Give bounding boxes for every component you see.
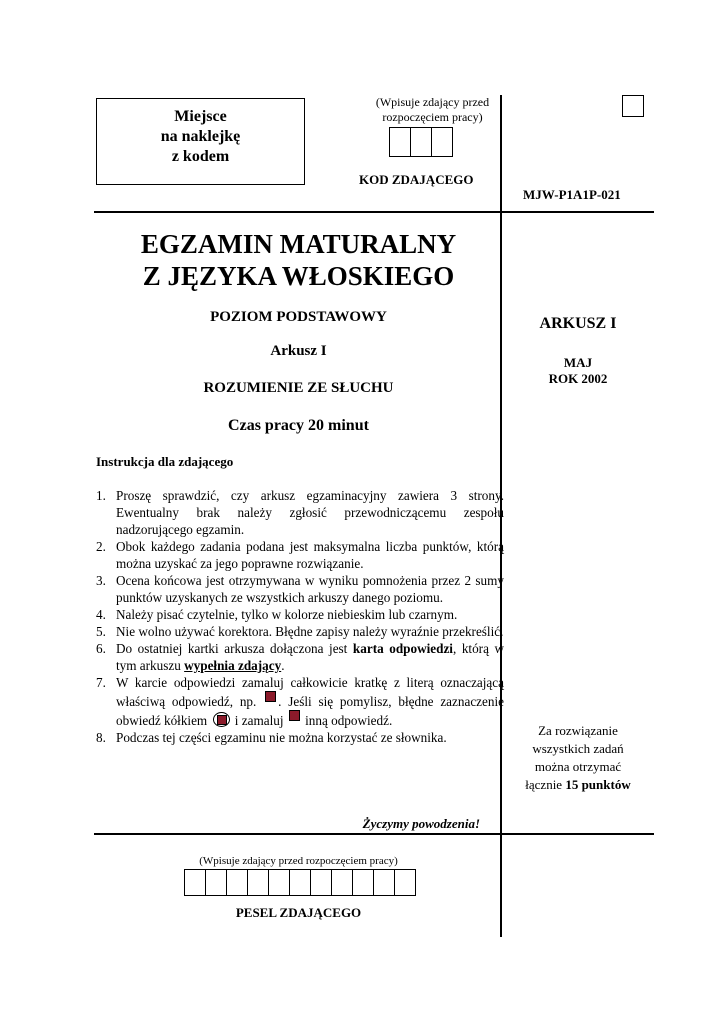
code-note: (Wpisuje zdający przed rozpoczęciem pracy) [375, 95, 490, 124]
list-item: 3. Ocena końcowa jest otrzymywana w wyniku pomnożenia przez 2 sumy punktów uzyskanych ze wszystkich arkuszy danego poziomu. [96, 573, 504, 605]
horizontal-divider-top [94, 211, 654, 213]
exam-title [96, 228, 501, 292]
list-item: 7. W karcie odpowiedzi zamaluj całkowicie kratkę z literą oznaczającą właściwą odpowiedź, np. . Jeśli się pomylisz, błędne zaznaczenie obwiedź kółkiem i zamaluj inną odpowiedź. [96, 675, 504, 728]
points-total: 15 punktów [565, 777, 631, 792]
candidate-code-boxes[interactable] [389, 127, 453, 157]
horizontal-divider-bottom [94, 833, 654, 835]
pesel-boxes[interactable] [184, 869, 416, 896]
filled-square-icon [265, 691, 276, 702]
instructions-heading: Instrukcja dla zdającego [96, 454, 234, 469]
instructions-list [96, 487, 504, 746]
document-code: MJW-P1A1P-021 [523, 187, 621, 202]
circled-square-icon [213, 712, 230, 727]
filled-square-icon [289, 710, 300, 721]
good-luck-wish: Życzymy powodzenia! [362, 816, 480, 831]
pesel-cell[interactable] [227, 870, 248, 895]
pesel-cell[interactable] [269, 870, 290, 895]
code-cell[interactable] [432, 128, 452, 156]
list-item: 5. Nie wolno używać korektora. Błędne zapisy należy wyraźnie przekreślić. [96, 624, 504, 639]
pesel-cell[interactable] [290, 870, 311, 895]
pesel-cell[interactable] [185, 870, 206, 895]
level-label: POZIOM PODSTAWOWY [210, 309, 387, 325]
pesel-note: (Wpisuje zdający przed rozpoczęciem pracy) [199, 855, 398, 867]
arkusz-label: ARKUSZ I [539, 315, 617, 332]
year-label: ROK 2002 [548, 371, 608, 386]
list-item: 1. Proszę sprawdzić, czy arkusz egzaminacyjny zawiera 3 strony. Ewentualny brak należy zgłosić przewodniczącemu zespołu nadzorującego egzamin. [96, 488, 504, 537]
code-cell[interactable] [411, 128, 432, 156]
sheet-label: Arkusz I [270, 343, 327, 359]
sticker-box [96, 98, 305, 185]
month-label: MAJ [563, 355, 593, 370]
pesel-cell[interactable] [374, 870, 395, 895]
section-label: ROZUMIENIE ZE SŁUCHU [203, 380, 394, 396]
pesel-cell[interactable] [395, 870, 415, 895]
list-item: 2. Obok każdego zadania podana jest maksymalna liczba punktów, którą można uzyskać za jego poprawne rozwiązanie. [96, 539, 504, 571]
title-line-2: Z JĘZYKA WŁOSKIEGO [142, 261, 455, 291]
sticker-text: Miejsce na naklejkę z kodem [160, 108, 241, 165]
list-item: 8. Podczas tej części egzaminu nie można korzystać ze słownika. [96, 730, 447, 745]
list-item: 6. Do ostatniej kartki arkusza dołączona jest karta odpowiedzi, którą w tym arkuszu wypełnia zdający. [96, 641, 505, 673]
title-line-1: EGZAMIN MATURALNY [140, 229, 457, 259]
pesel-label: PESEL ZDAJĄCEGO [235, 905, 362, 920]
pesel-cell[interactable] [311, 870, 332, 895]
pesel-cell[interactable] [332, 870, 353, 895]
points-line: łącznie 15 punktów [525, 777, 631, 792]
pesel-cell[interactable] [206, 870, 227, 895]
session-date [502, 355, 654, 387]
points-note [502, 722, 654, 794]
points-line: Za rozwiązanie [538, 723, 618, 738]
points-line: wszystkich zadań [532, 741, 624, 756]
corner-checkbox[interactable] [622, 95, 644, 117]
code-cell[interactable] [390, 128, 411, 156]
code-label: KOD ZDAJĄCEGO [359, 172, 474, 187]
time-label: Czas pracy 20 minut [228, 417, 369, 434]
pesel-cell[interactable] [248, 870, 269, 895]
points-line: można otrzymać [534, 759, 622, 774]
list-item: 4. Należy pisać czytelnie, tylko w kolorze niebieskim lub czarnym. [96, 607, 458, 622]
pesel-cell[interactable] [353, 870, 374, 895]
